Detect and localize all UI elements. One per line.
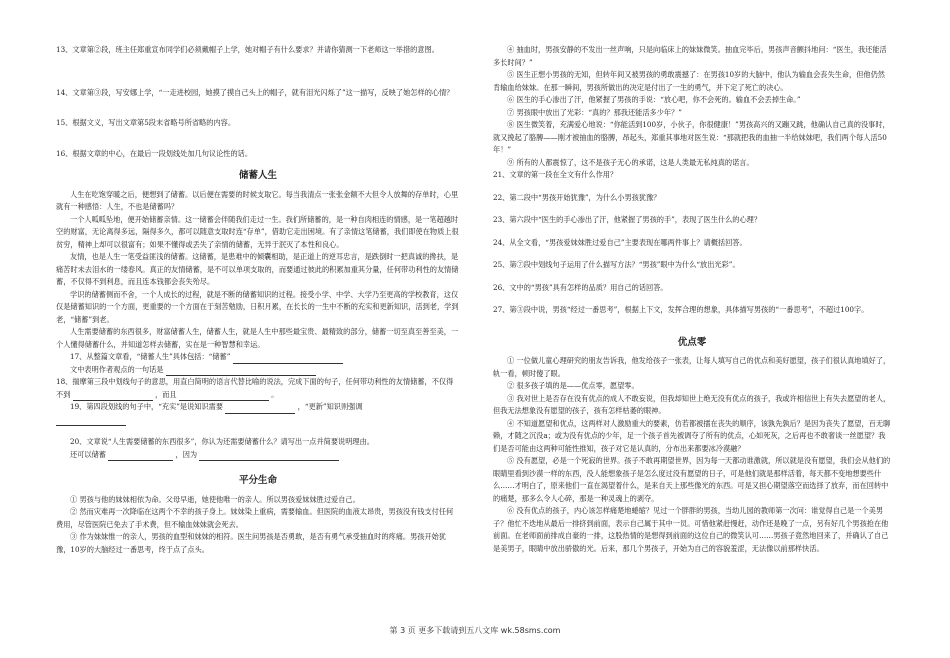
essay2-paragraph: ⑥ 医生的手心渗出了汗，他紧握了男孩的手说：“放心吧，你不会死的。输血不会丢掉生命。” bbox=[507, 95, 801, 104]
answer-blank[interactable] bbox=[73, 391, 153, 401]
answer-blank[interactable] bbox=[179, 391, 269, 401]
essay1-paragraph: 人生需要储蓄的东西很多，财富储蓄人生，储蓄人生，就是人生中那些最宝贵、最精致的部分，储蓄一切至真至善至美，一个人懂得储蓄什么，并知道怎样去储蓄，实在是一种智慧和幸运。 bbox=[56, 327, 459, 349]
question-23: 23、第六段中“医生的手心渗出了汗，他紧握了男孩的手”，表现了医生什么的心理？ bbox=[493, 215, 762, 224]
essay3-paragraph: ④ 不知道愿望和优点，这两样对人激励重大的要素，仿若都被擂在丧失的顺序，该孰先孰后？是因为丧失了愿望，百无聊赖，才随之沉没a；或为没有优点的少年，足一个孩子首先被调夺了所有的优点，心如死灰，之后再也不敢奢谈一丝愿望？我们是否可能由这两种可能性推知，孩子对它是认真的，分布出来都要冰冷漠融？ bbox=[493, 418, 891, 453]
question-15: 15、根据文义，写出文章第5段末省略号所省略的内容。 bbox=[56, 118, 236, 127]
question-19-line bbox=[56, 414, 460, 427]
answer-blank[interactable] bbox=[56, 416, 126, 426]
question-17-text: 17、从整篇文章看，“储蓄人生”具体包括：“储蓄” bbox=[70, 352, 231, 361]
essay1-paragraph: 人生在吃饱穿暖之后，便想到了储蓄。以后便在需要的时候支取它。每当我清点一张张金额不大但令人放舞的存单时，心里就有一种感悟：人生，不也是储蓄吗？ bbox=[56, 189, 459, 211]
question-21: 21、文章的第一段在全文有什么作用？ bbox=[493, 170, 618, 179]
question-17-b bbox=[56, 364, 460, 377]
essay2-paragraph: ⑤ 医生正想小男孩的无知，但转年间又被男孩的勇敢震撼了：在男孩10岁的大脑中，他认为输血会丧失生命，但他仍然肯输血给妹妹。在那一瞬间，男孩所做出的决定是付出了一生的勇气，并下定了死亡的决心。 bbox=[493, 70, 885, 92]
essay2-paragraph: ⑧ 医生微笑着，充满爱心地说：“你能活到100岁，小伙子，你很健康！”男孩高兴的又蹦又跳，他确认自己真的没事时，就又挽起了胳膊——刚才被抽血的胳膊，昂起头，郑重其事地对医生说：“那就把我的血抽一半给妹妹吧，我们两个每人活50年！” bbox=[493, 120, 890, 154]
essay1-paragraph: 友情，也是人生一笔受益匪浅的储蓄。这储蓄，是患难中的倾囊相助，是正道上的逆耳忠言，是跌倒时一把真诚的搀扶，是痛苦时未去泪水的一缕春风。真正的友情储蓄，是不可以单项支取的，而要通过彼此的积累加重其分量，任何带功利性的友情储蓄，不仅得不到利息，而且连本钱都会丧失殆尽。 bbox=[56, 252, 459, 286]
answer-blank[interactable] bbox=[199, 451, 339, 461]
question-20-b-text: 还可以储蓄 bbox=[70, 449, 106, 459]
essay3-paragraph: ⑥ 没有优点的孩子，内心该怎样痛楚地蜷缩？见过一个胖胖的男孩，当幼儿园的教师第一次问：谁觉得自己是一个美男子？他忙不迭地从最后一排挤到前面，表示自己属于其中一员。可惜他紧赶慢赶，动作还是晚了一点，另有好几个男孩抢在他前面。在老师面前排成自豪的一排，这股热情的是想得到前面的这位自己的微笑认可……男孩子竟然地回来了，并确认了自己是美男子，眼睛中放出骄傲的光。后来，那几个男孩子，开始为自己的容貌羞涩，无法像以前那样快活。 bbox=[493, 506, 889, 553]
question-19-text: 19、第四段划线的句子中，“充实”是说知识需要 bbox=[70, 402, 224, 411]
essay1-paragraph: 学识的储蓄侧而不舍，一个人成长的过程，就是不断的储蓄知识的过程。接受小学、中学、大学乃至更高的学校教育，这仅仅是储蓄知识的一个方面，更重要的一个方面在于刻苦勉励，日积月累，在长长的一生中不断的充实和更新知识，活到老，学到老，“储蓄”到老。 bbox=[56, 289, 459, 324]
essay2-paragraph: ① 男孩与他的妹妹相依为命。父母早逝，她使他唯一的亲人。所以男孩爱妹妹胜过爱自己。 bbox=[70, 494, 360, 504]
question-18-end: 。 bbox=[271, 389, 279, 399]
answer-blank[interactable] bbox=[108, 451, 173, 461]
essay2-paragraph: ② 然而灾难再一次降临在这两个不幸的孩子身上。妹妹染上重病，需要输血。但医院的血液太昂贵，男孩没有钱支付任何费用，尽管医院已免去了手术费，但不输血妹妹就会死去。 bbox=[56, 507, 454, 529]
essay2-paragraph: ③ 作为妹妹惟一的亲人，男孩的血型和妹妹的相符。医生问男孩是否勇敢，是否有勇气承受抽血时的疼痛。男孩开始犹豫，10岁的大脑经过一番思考，终于点了点头。 bbox=[56, 532, 447, 554]
left-column bbox=[56, 44, 460, 556]
essay-title-saving-life: 储蓄人生 bbox=[238, 170, 277, 181]
page-footer: 第 3 页 更多下载请到五八文库 wk.58sms.com bbox=[389, 626, 561, 635]
essay3-paragraph: ① 一位做儿童心理研究的朋友告诉我，他发给孩子一张表，让每人填写自己的优点和美好愿望，孩子们很认真地填好了，轨一看，顿时傻了眼。 bbox=[493, 356, 891, 378]
question-18 bbox=[56, 376, 460, 401]
question-20-mid: ，因为 bbox=[175, 449, 198, 459]
essay2-paragraph: ⑨ 所有的人都震惊了，这不是孩子无心的承诺，这是人类最无私纯真的诺言。 bbox=[507, 157, 754, 167]
question-25: 25、第⑦段中划线句子运用了什么描写方法？“男孩”眼中为什么“放出光彩”。 bbox=[493, 260, 740, 269]
question-19 bbox=[56, 401, 460, 414]
question-27: 27、第③段中说，男孩“经过一番思考”，根据上下文，发挥合理的想象，具体描写男孩的“一番思考”，不超过100字。 bbox=[493, 305, 869, 314]
essay-title-zero-merit: 优点零 bbox=[677, 336, 707, 348]
question-14: 14、文章第③段，写安娜上学，“一走进校园，她摸了摸自己头上的帽子，就有泪光闪烁了”这一描写，反映了她怎样的心情？ bbox=[56, 87, 454, 97]
question-16: 16、根据文章的中心，在最后一段划线处加几句议论性的话。 bbox=[56, 148, 253, 158]
answer-blank[interactable] bbox=[233, 354, 343, 364]
question-19-mid: ，“更新”知识则强调 bbox=[297, 402, 363, 411]
answer-blank[interactable] bbox=[166, 366, 316, 376]
question-17-b-text: 文中表明作者观点的一句话是 bbox=[70, 364, 164, 374]
essay3-paragraph: ② 很多孩子填的是——优点零，愿望零。 bbox=[507, 381, 639, 390]
question-24: 24、从全文看，“男孩爱妹妹胜过爱自己”主要表现在哪两件事上？请概括回答。 bbox=[493, 237, 747, 247]
essay3-paragraph: ⑤ 没有愿望，必是一个死寂的世界。孩子不敢再期望世界，因为每一天都动谁激就，所以就是没有愿望，我们会从他们的眼睛里看到沙漠一样的东西，没人能想象孩子是怎么度过没有愿望的日子，可是他们就是那样活着，每天都不变地想要些什么……才明白了，原来他们一直在渴望着什么，是来自天上那些像光的东西。可是又担心期望落空而选择了放弃，而在回转中的痛楚，那多么令人心碎，那是一种灵魂上的剥夺。 bbox=[493, 456, 891, 503]
essay2-paragraph: ④ 抽血时，男孩安静的不发出一丝声响，只是向临床上的妹妹微笑。抽血完毕后，男孩声音颤抖地问：“医生，我还能活多长时间？” bbox=[493, 45, 887, 67]
essay2-paragraph: ⑦ 男孩眼中放出了光彩：“真的？那我还能活多少年？” bbox=[507, 107, 682, 117]
essay-title-share-life: 平分生命 bbox=[238, 475, 277, 486]
essay3-paragraph: ③ 我对世上是否存在没有优点的成人不敢妄说，但我却知世上绝无没有优点的孩子，我或许相信世上有失去愿望的老人，但我无法想象没有愿望的孩子，孩有怎样枯萎的眼神。 bbox=[493, 393, 891, 415]
question-17 bbox=[56, 351, 460, 364]
question-22: 22、第二段中“男孩开始犹豫”，为什么小男孩犹豫？ bbox=[493, 192, 661, 202]
question-26: 26、文中的“男孩”具有怎样的品质？用自己的话回答。 bbox=[493, 282, 668, 292]
essay1-paragraph: 一个人呱呱坠地，便开始储蓄亲情。这一储蓄会伴随我们走过一生。我们所储蓄的，是一种自肉相连的情感，是一笔超越时空的财富，无论离得多远，隔得多久，都可以随意支取时连“存单”，借助它走出困境。有了亲情这笔储蓄，我们即使在物质上很贫穷，精神上却可以很富有；如果不懂得或丢失了亲情的储蓄，无异于泯灭了本性和良心。 bbox=[56, 214, 459, 249]
question-13: 13、文章第②段，班主任郑重宣布同学们必须戴帽子上学，她对帽子有什么要求？并请你猜测一下老师这一举措的意图。 bbox=[56, 45, 439, 54]
question-20: 20、文章说“人生需要储蓄的东西很多”，你认为还需要储蓄什么？请写出一点并简要说明理由。 bbox=[70, 437, 374, 446]
question-20-b bbox=[56, 449, 460, 462]
answer-blank[interactable] bbox=[225, 404, 295, 414]
question-18-mid: ，而且 bbox=[154, 389, 177, 399]
right-column bbox=[493, 44, 891, 555]
question-18-text: 18、揣摩第三段中划线句子的意思，用直白简明的语言代替比喻的说法，完成下面的句子，任何带功利性的友情储蓄，不仅得不到 bbox=[56, 377, 454, 399]
